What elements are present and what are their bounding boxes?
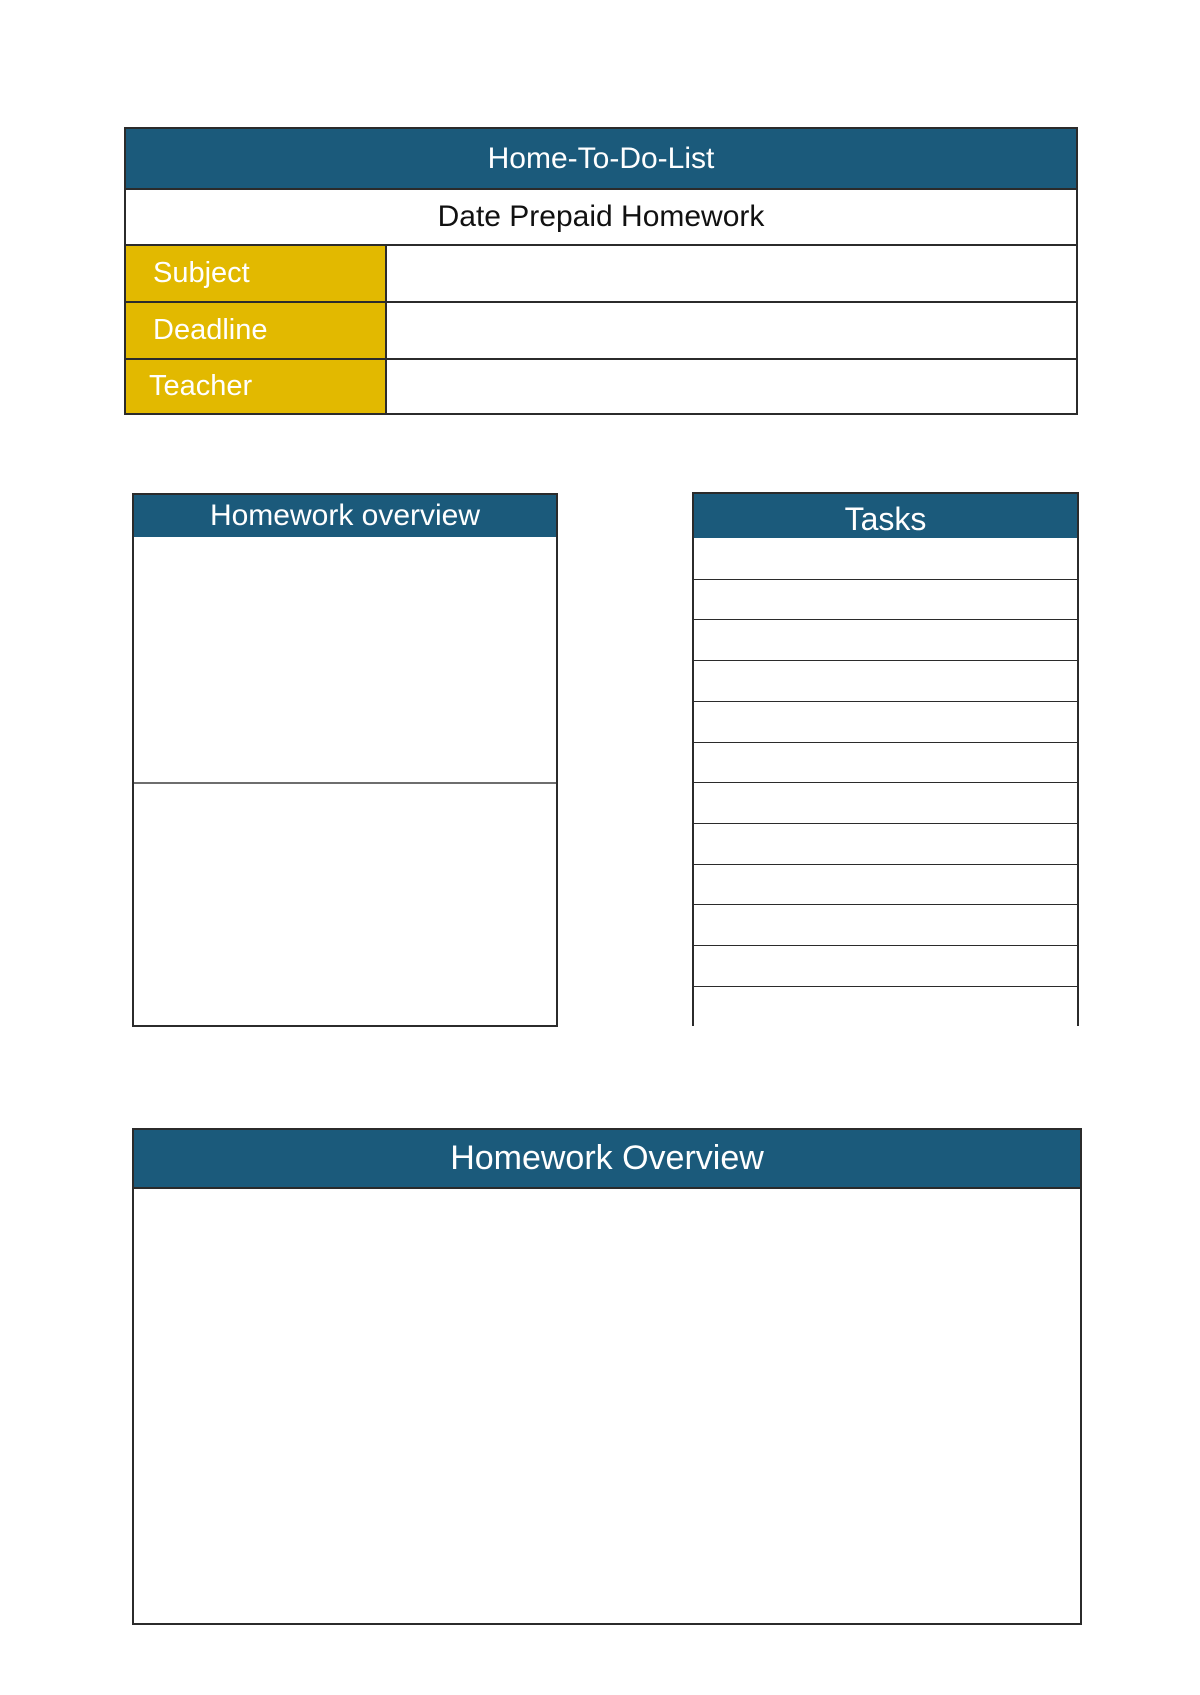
tasks-box: [692, 492, 1079, 1026]
deadline-field[interactable]: [387, 303, 1076, 358]
tasks-title: Tasks: [694, 494, 1077, 538]
deadline-label: Deadline: [126, 303, 387, 358]
task-row[interactable]: [694, 579, 1077, 620]
task-row[interactable]: [694, 986, 1077, 1027]
teacher-field[interactable]: [387, 360, 1076, 413]
homework-info-table: [124, 127, 1078, 415]
overview-notes-area[interactable]: [134, 1189, 1080, 1623]
task-list: [694, 538, 1077, 1024]
overview-area-bottom[interactable]: [134, 784, 556, 1025]
task-row[interactable]: [694, 945, 1077, 986]
task-row[interactable]: [694, 742, 1077, 783]
task-row[interactable]: [694, 619, 1077, 660]
page-subtitle: Date Prepaid Homework: [126, 190, 1076, 246]
teacher-row: [126, 360, 1076, 413]
subject-field[interactable]: [387, 246, 1076, 301]
task-row[interactable]: [694, 823, 1077, 864]
task-row[interactable]: [694, 782, 1077, 823]
page-title: Home-To-Do-List: [126, 129, 1076, 190]
task-row[interactable]: [694, 904, 1077, 945]
homework-overview-box: [132, 493, 558, 1027]
task-row[interactable]: [694, 701, 1077, 742]
task-row[interactable]: [694, 538, 1077, 579]
subject-label: Subject: [126, 246, 387, 301]
homework-overview-title: Homework overview: [134, 495, 556, 537]
homework-overview-notes-box: [132, 1128, 1082, 1625]
subject-row: [126, 246, 1076, 303]
task-row[interactable]: [694, 864, 1077, 905]
task-row[interactable]: [694, 660, 1077, 701]
teacher-label: Teacher: [126, 360, 387, 413]
homework-overview-notes-title: Homework Overview: [134, 1130, 1080, 1189]
deadline-row: [126, 303, 1076, 360]
overview-area-top[interactable]: [134, 537, 556, 782]
